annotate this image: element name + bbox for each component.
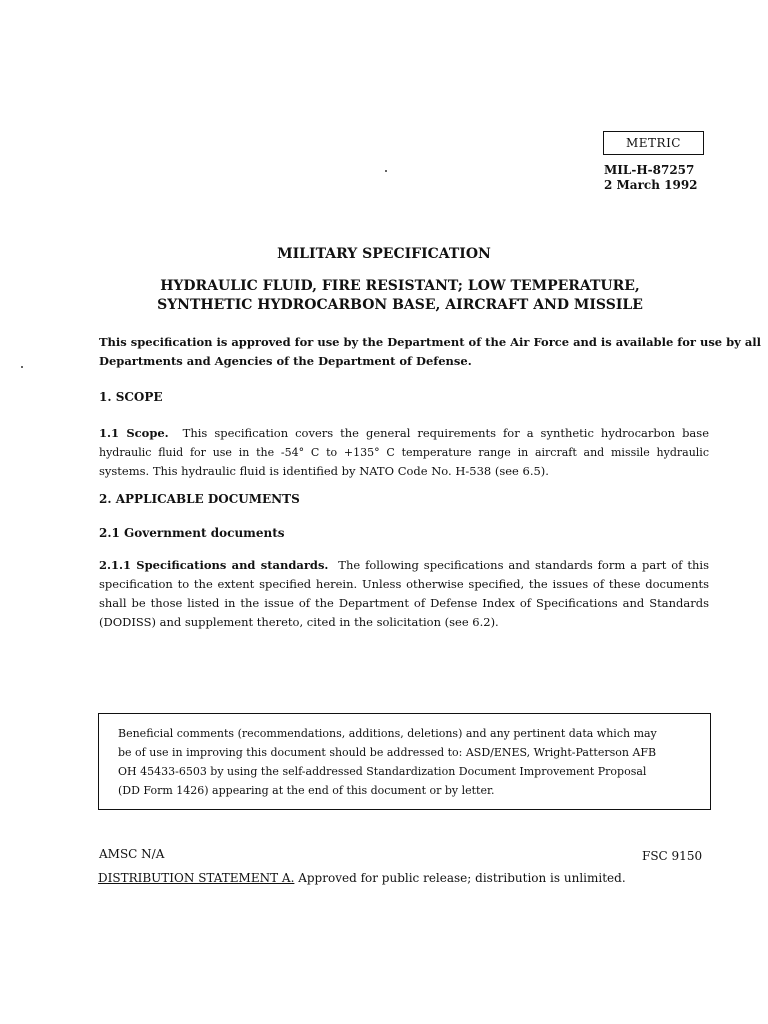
comments-line: (DD Form 1426) appearing at the end of this document or by letter. [118,784,495,797]
specifications-line: specification to the extent specified herein. Unless otherwise specified, the issues of these documents [99,577,709,591]
specifications-line [99,556,709,575]
comments-line: OH 45433-6503 by using the self-addressed Standardization Document Improvement Proposal [118,765,647,778]
specifications-paragraph [99,556,709,632]
document-id: MIL-H-87257 [604,163,695,177]
specification-title-line-2: SYNTHETIC HYDROCARBON BASE, AIRCRAFT AND MISSILE [157,297,643,313]
comments-line: be of use in improving this document should be addressed to: ASD/ENES, Wright-Patterson AFB [118,746,657,759]
specifications-line: shall be those listed in the issue of the Department of Defense Index of Specifications and Standards [99,596,709,610]
scope-paragraph [99,424,709,481]
section-1-heading: 1. SCOPE [99,390,163,404]
approval-line: Departments and Agencies of the Department of Defense. [99,354,472,368]
distribution-statement [98,871,626,885]
specifications-label: 2.1.1 Specifications and standards. [99,558,329,572]
approval-line: This specification is approved for use by the Department of the Air Force and is available for use by all [99,335,762,349]
specification-type-title: MILITARY SPECIFICATION [277,246,491,262]
scope-line: hydraulic fluid for use in the -54° C to +135° C temperature range in aircraft and missile hydraulic [99,446,709,459]
comments-line: Beneficial comments (recommendations, additions, deletions) and any pertinent data which may [118,727,657,740]
comments-box [98,713,711,810]
scope-line [99,424,709,443]
scan-speck [385,170,387,172]
section-2-1-heading: 2.1 Government documents [99,526,285,540]
scope-line: systems. This hydraulic fluid is identified by NATO Code No. H-538 (see 6.5). [99,464,549,478]
amsc-label: AMSC N/A [99,847,165,861]
scan-speck [21,366,23,368]
document-date: 2 March 1992 [604,178,698,192]
metric-label: METRIC [603,131,704,155]
distribution-statement-label: DISTRIBUTION STATEMENT A. [98,871,295,885]
specifications-line-1-text: The following specifications and standards form a part of this [338,558,709,572]
specifications-line: (DODISS) and supplement thereto, cited in the solicitation (see 6.2). [99,615,499,629]
section-2-heading: 2. APPLICABLE DOCUMENTS [99,492,300,506]
specification-title-line-1: HYDRAULIC FLUID, FIRE RESISTANT; LOW TEMPERATURE, [160,278,640,294]
scope-line-1-text: This specification covers the general requirements for a synthetic hydrocarbon base [182,426,709,440]
scope-label: 1.1 Scope. [99,426,169,440]
distribution-statement-text: Approved for public release; distribution is unlimited. [294,871,626,885]
approval-paragraph [99,333,762,371]
fsc-label: FSC 9150 [642,849,703,863]
